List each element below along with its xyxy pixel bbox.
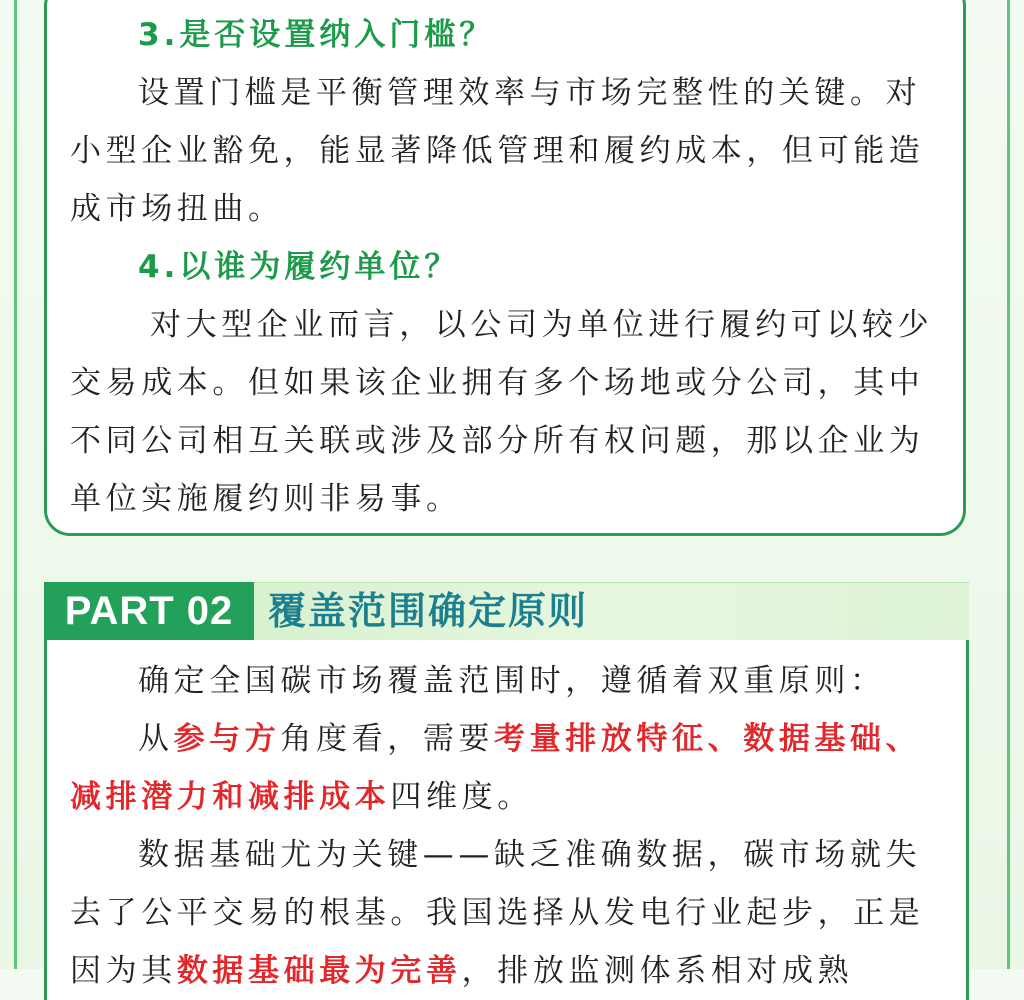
heading-threshold: 3.是否设置纳入门槛？ — [138, 17, 495, 53]
data-foundation-highlight: 数据基础最为完善 — [176, 953, 462, 989]
paragraph-compliance-unit — [70, 296, 950, 528]
paragraph-participants — [70, 710, 950, 826]
data-foundation-text-a: 数据基础尤为关键——缺乏准确数据，碳市场就失去了公平交易的根基。我国选择从发电行业起步，正是因为其 — [70, 837, 925, 989]
right-frame-line — [1007, 0, 1010, 969]
heading-compliance-unit: 4.以谁为履约单位？ — [138, 249, 460, 285]
part-title: 覆盖范围确定原则 — [268, 589, 589, 633]
paragraph-threshold — [70, 64, 950, 238]
data-foundation-text-b: ，排放监测体系相对成熟 — [461, 953, 854, 989]
paragraph-data-foundation — [70, 826, 950, 1000]
paragraph-threshold-text: 设置门槛是平衡管理效率与市场完整性的关键。对小型企业豁免，能显著降低管理和履约成本，但可能造成市场扭曲。 — [70, 75, 925, 227]
part-badge: PART 02 — [44, 582, 254, 640]
participants-highlight: 参与方 — [173, 721, 281, 757]
paragraph-dual-principle-text: 确定全国碳市场覆盖范围时，遵循着双重原则： — [138, 663, 886, 699]
paragraph-dual-principle — [70, 652, 950, 710]
participants-text-c: 四维度。 — [390, 779, 533, 815]
left-frame-line — [14, 0, 17, 969]
participants-text-a: 从 — [138, 721, 174, 757]
dimensions-highlight: 考量排放特征、数据基础、减排潜力和减排成本 — [70, 721, 922, 815]
paragraph-compliance-unit-text: 对大型企业而言，以公司为单位进行履约可以较少交易成本。但如果该企业拥有多个场地或分公司，其中不同公司相互关联或涉及部分所有权问题，那以企业为单位实施履约则非易事。 — [70, 307, 934, 517]
participants-text-b: 角度看，需要 — [280, 721, 495, 757]
